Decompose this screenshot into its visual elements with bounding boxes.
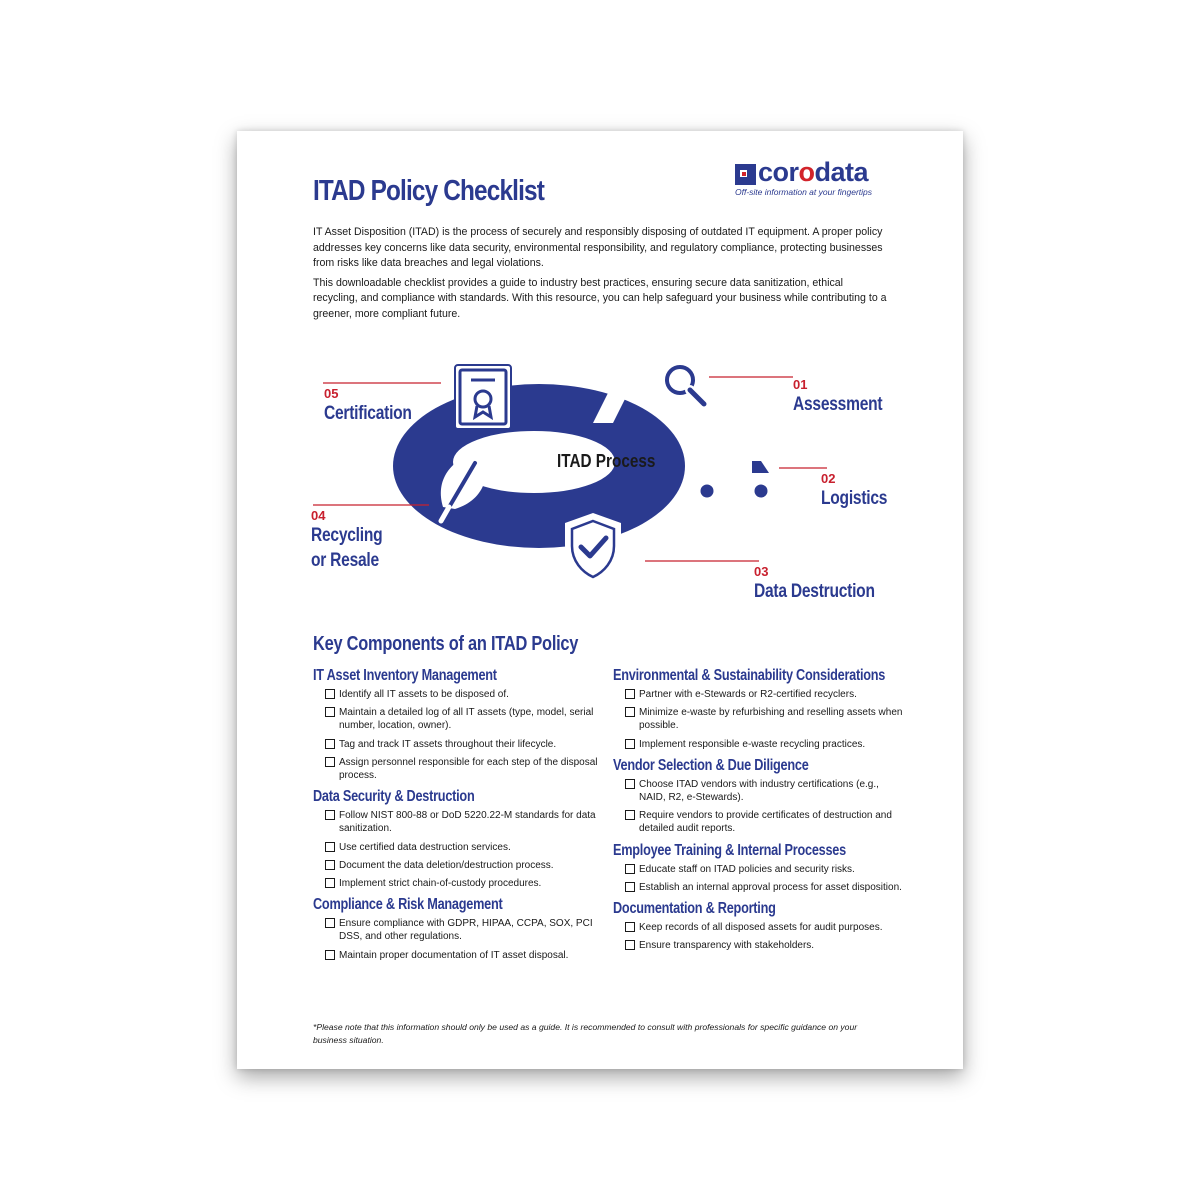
checkbox[interactable] [625, 707, 635, 717]
checkbox[interactable] [625, 882, 635, 892]
checklist-item[interactable]: Tag and track IT assets throughout their lifecycle. [313, 738, 603, 751]
section-heading: Employee Training & Internal Processes [613, 841, 846, 859]
checkbox[interactable] [625, 739, 635, 749]
checklist-item[interactable]: Choose ITAD vendors with industry certifications (e.g., NAID, R2, e-Stewards). [613, 778, 903, 804]
checklist-item[interactable]: Maintain a detailed log of all IT assets (type, model, serial number, location, owner). [313, 706, 603, 732]
checkbox[interactable] [325, 878, 335, 888]
checkbox[interactable] [325, 739, 335, 749]
checkbox[interactable] [325, 810, 335, 820]
checkbox[interactable] [625, 810, 635, 820]
section-vendor [613, 756, 903, 836]
section-heading: Compliance & Risk Management [313, 896, 503, 914]
checklist-item[interactable]: Maintain proper documentation of IT asset disposal. [313, 949, 603, 962]
logo-wordmark: corodata [758, 157, 869, 187]
checklist-item[interactable]: Use certified data destruction services. [313, 841, 603, 854]
corodata-logo [735, 157, 895, 201]
left-column [313, 666, 603, 967]
step-label: Assessment [793, 394, 883, 415]
checklist-item[interactable]: Keep records of all disposed assets for audit purposes. [613, 921, 903, 934]
checklist-item[interactable]: Implement strict chain-of-custody procedures. [313, 877, 603, 890]
intro-paragraph: This downloadable checklist provides a guide to industry best practices, ensuring secure data sanitization, ethical recycling, and compliance with standards. With this resource, you can help safeguard your business while contributing to a greener, more compliant future. [313, 276, 887, 320]
center-label: ITAD Process [557, 451, 656, 471]
footnote: *Please note that this information should only be used as a guide. It is recommended to consult with professionals for specific guidance on your business situation. [313, 1022, 858, 1045]
step-label: Recycling or Resale [311, 525, 383, 571]
section-data-security [313, 787, 603, 890]
checklist-item[interactable]: Identify all IT assets to be disposed of. [313, 688, 603, 701]
step-data-destruction [754, 564, 901, 604]
step-label: Certification [324, 403, 412, 424]
right-column [613, 666, 903, 957]
section-heading: Vendor Selection & Due Diligence [613, 756, 809, 774]
checkbox[interactable] [325, 860, 335, 870]
step-recycling-or-resale [311, 508, 398, 573]
step-number: 01 [793, 377, 808, 392]
section-compliance [313, 895, 603, 962]
section-inventory [313, 666, 603, 782]
section-heading: Environmental & Sustainability Considerations [613, 667, 886, 684]
section-heading: Data Security & Destruction [313, 788, 475, 806]
section-documentation [613, 899, 903, 952]
section-environmental [613, 666, 903, 751]
step-label: Data Destruction [754, 581, 875, 602]
checklist-item[interactable]: Ensure transparency with stakeholders. [613, 939, 903, 952]
logo-mark-icon [735, 164, 756, 185]
page-title: ITAD Policy Checklist [313, 175, 544, 207]
key-components-heading: Key Components of an ITAD Policy [313, 633, 579, 655]
checklist-item[interactable]: Establish an internal approval process for asset disposition. [613, 881, 903, 894]
checkbox[interactable] [325, 950, 335, 960]
checklist-item[interactable]: Educate staff on ITAD policies and security risks. [613, 863, 903, 876]
checklist-item[interactable]: Require vendors to provide certificates of destruction and detailed audit reports. [613, 809, 903, 835]
magnifier-icon [656, 356, 704, 404]
checkbox[interactable] [325, 757, 335, 767]
truck-icon [689, 449, 775, 500]
shield-check-icon [565, 513, 621, 585]
checklist-item[interactable]: Implement responsible e-waste recycling practices. [613, 738, 903, 751]
step-label: Logistics [821, 488, 888, 509]
checklist-item[interactable]: Document the data deletion/destruction process. [313, 859, 603, 872]
checkbox[interactable] [325, 842, 335, 852]
checkbox[interactable] [325, 707, 335, 717]
checklist-item[interactable]: Minimize e-waste by refurbishing and reselling assets when possible. [613, 706, 903, 732]
certificate-icon [455, 365, 511, 429]
checkbox[interactable] [625, 779, 635, 789]
checkbox[interactable] [325, 689, 335, 699]
checkbox[interactable] [625, 689, 635, 699]
checklist-item[interactable]: Follow NIST 800-88 or DoD 5220.22-M standards for data sanitization. [313, 809, 603, 835]
checkbox[interactable] [325, 918, 335, 928]
section-heading: Documentation & Reporting [613, 900, 776, 918]
step-number: 04 [311, 508, 326, 523]
logo-tagline: Off-site information at your fingertips [735, 187, 873, 197]
checklist-item[interactable]: Partner with e-Stewards or R2-certified recyclers. [613, 688, 903, 701]
checklist-item[interactable]: Ensure compliance with GDPR, HIPAA, CCPA, SOX, PCI DSS, and other regulations. [313, 917, 603, 943]
step-assessment [793, 377, 902, 417]
checkbox[interactable] [625, 864, 635, 874]
step-number: 03 [754, 564, 769, 579]
step-certification [324, 386, 431, 426]
step-number: 02 [821, 471, 836, 486]
section-training [613, 841, 903, 894]
checkbox[interactable] [625, 922, 635, 932]
checklist-item[interactable]: Assign personnel responsible for each step of the disposal process. [313, 756, 603, 782]
intro-paragraph: IT Asset Disposition (ITAD) is the process of securely and responsibly disposing of outdated IT equipment. A proper policy addresses key concerns like data security, environmental responsibility, and regulatory compliance, protecting businesses from risks like data breaches and legal violations. [313, 226, 883, 270]
checkbox[interactable] [625, 940, 635, 950]
step-number: 05 [324, 386, 339, 401]
checklist-page [237, 131, 963, 1069]
intro-text [313, 225, 889, 327]
step-logistics [821, 471, 902, 511]
itad-process-diagram [237, 351, 963, 611]
section-heading: IT Asset Inventory Management [313, 667, 497, 684]
